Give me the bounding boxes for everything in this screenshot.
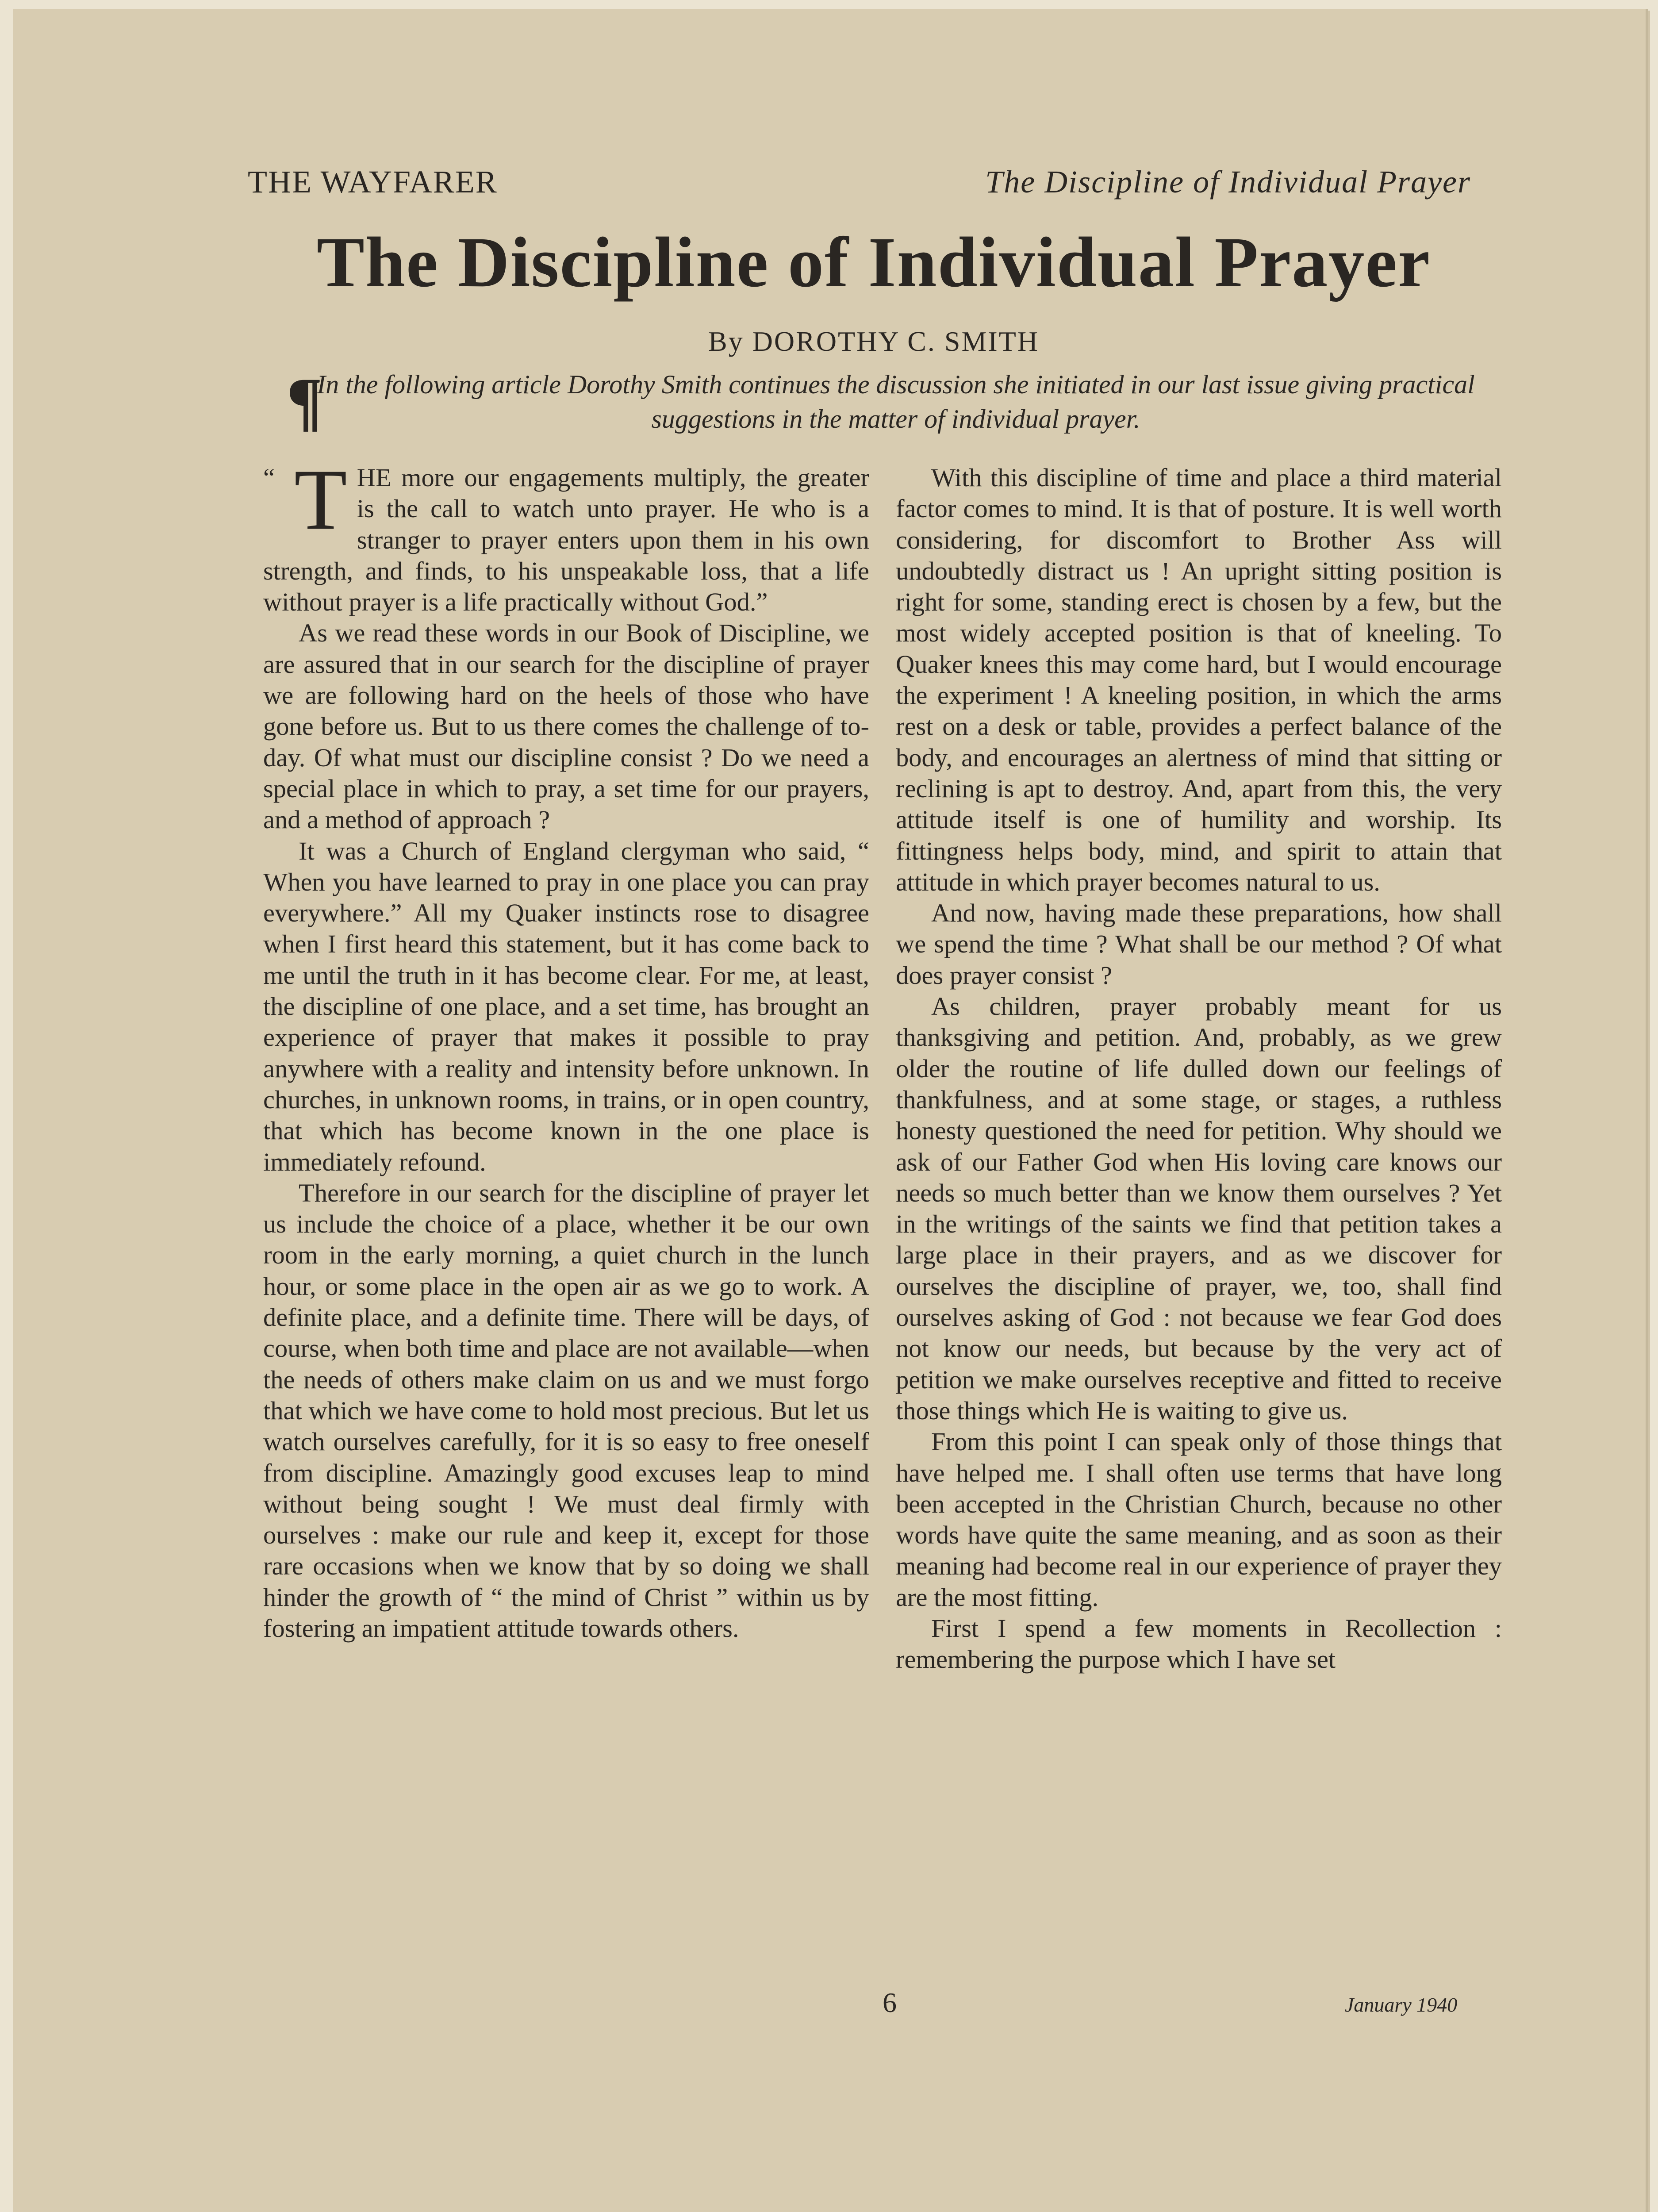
paragraph-4: Therefore in our search for the discipline of prayer let us include the choice of a place, whether it be our own room in the early morning, a quiet church in the lunch hour, or some place in the open air as we go to work. A definite place, and a definite time. There will be days, of course, when both time and place are not available—when the needs of others make claim on us and we must forgo that which we have come to hold most precious. But let us watch ourselves carefully, for it is so easy to free oneself from discipline. Amazingly good excuses leap to mind without being sought ! We must deal firmly with ourselves : make our rule and keep it, except for those rare occasions when we know that by so doing we shall hinder the growth of “ the mind of Christ ” within us by fostering an impatient attitude towards others. xyxy=(263,1178,869,1643)
paragraph-5: With this discipline of time and place a third material factor comes to mind. It is that of posture. It is well worth considering, for discomfort to Brother Ass will undoubtedly distract us ! An upright sitting position is right for some, standing erect is chosen by a few, but the most widely accepted position is that of kneeling. To Quaker knees this may come hard, but I would encourage the experiment ! A kneeling position, in which the arms rest on a desk or table, provides a perfect balance of the body, and encourages an alertness of mind that sitting or reclining is apt to destroy. And, apart from this, the very attitude itself is one of humility and worship. Its fittingness helps body, mind, and spirit to attain that attitude in which prayer becomes natural to us. xyxy=(896,463,1502,896)
paragraph-2: As we read these words in our Book of Discipline, we are assured that in our search for the discipline of prayer we are following hard on the heels of those who have gone before us. But to us there comes the challenge of to-day. Of what must our discipline consist ? Do we need a special place in which to pray, a set time for our prayers, and a method of approach ? xyxy=(263,618,869,834)
left-column xyxy=(263,452,869,1644)
right-column xyxy=(896,462,1502,1675)
opening-quote: “ xyxy=(263,463,275,492)
paragraph-8: From this point I can speak only of those things that have helped me. I shall often use terms that have long been accepted in the Christian Church, because no other words have quite the same meaning, and as soon as their meaning had become real in our experience of prayer they are the most fitting. xyxy=(896,1427,1502,1612)
issue-date: January 1940 xyxy=(1345,1993,1458,2016)
running-head-article: The Discipline of Individual Prayer xyxy=(985,164,1471,200)
paragraph-7: As children, prayer probably meant for us thanksgiving and petition. And, probably, as we grew older the routine of life dulled down our feelings of thankfulness, and at some stage, or stages, a ruthless honesty questioned the need for petition. Why should we ask of our Father God when His loving care knows our needs so much better than we know them ourselves ? Yet in the writings of the saints we find that petition takes a large place in their prayers, and as we discover for ourselves the discipline of prayer, we, too, shall find ourselves asking of God : not because we fear God does not know our needs, but because by the very act of petition we make ourselves receptive and fitted to receive those things which He is waiting to give us. xyxy=(896,992,1502,1425)
byline: By DOROTHY C. SMITH xyxy=(708,326,1039,357)
paragraph-9: First I spend a few moments in Recollection : remembering the purpose which I have set xyxy=(896,1613,1502,1674)
article-intro: In the following article Dorothy Smith continues the discussion she initiated in our last issue giving practical suggestions in the matter of individual prayer. xyxy=(317,370,1475,434)
paragraph-text: HE more our engagements multiply, the greater is the call to watch unto prayer. He who is a stranger to prayer enters upon them in his own strength, and finds, to his unspeakable loss, that a life without prayer is a life practically without God.” xyxy=(263,463,869,617)
article-title: The Discipline of Individual Prayer xyxy=(316,223,1431,302)
magazine-page xyxy=(13,9,1648,2212)
pilcrow-mark: ¶ xyxy=(287,365,323,438)
drop-cap: T xyxy=(294,452,347,548)
paragraph-3: It was a Church of England clergyman who said, “ When you have learned to pray in one place you can pray everywhere.” All my Quaker instincts rose to disagree when I first heard this statement, but it has come back to me until the truth in it has become clear. For me, at least, the discipline of one place, and a set time, has brought an experience of prayer that makes it possible to pray anywhere with a reality and intensity before unknown. In churches, in unknown rooms, in trains, or in open country, that which has become known in the one place is immediately refound. xyxy=(263,836,869,1176)
paragraph-1 xyxy=(263,452,869,618)
page-number: 6 xyxy=(883,1987,897,2018)
running-head-magazine: THE WAYFARER xyxy=(248,164,498,200)
paragraph-6: And now, having made these preparations, how shall we spend the time ? What shall be our method ? Of what does prayer consist ? xyxy=(896,899,1502,990)
